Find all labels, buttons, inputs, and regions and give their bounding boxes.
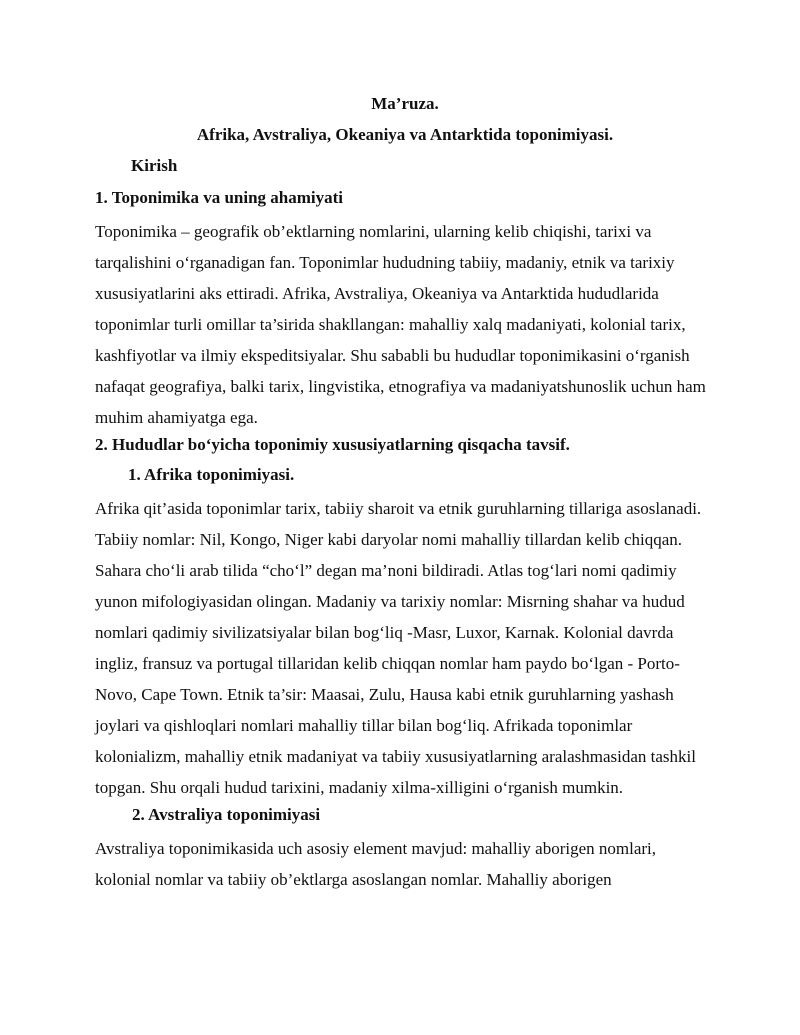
- section1-paragraph: Toponimika – geografik ob’ektlarning nomlarini, ularning kelib chiqishi, tarixi va tarqalishini o‘rganadigan fan. Toponimlar hududning tabiiy, madaniy, etnik va tarixiy xususiyatlarini aks ettiradi. Afrika, Avstraliya, Okeaniya va Antarktida hududlarida toponimlar turli omillar ta’sirida shakllangan: mahalliy xalq madaniyati, kolonial tarix, kashfiyotlar va ilmiy ekspeditsiyalar. Shu sababli bu hududlar toponimikasini o‘rganish nafaqat geografiya, balki tarix, lingvistika, etnografiya va madaniyatshunoslik uchun ham muhim ahamiyatga ega.: [95, 222, 706, 427]
- section1-heading: 1. Toponimika va uning ahamiyati: [95, 188, 344, 207]
- africa-heading: 1. Afrika toponimiyasi.: [128, 465, 295, 484]
- intro-heading: Kirish: [131, 156, 178, 175]
- africa-paragraph: Afrika qit’asida toponimlar tarix, tabiiy sharoit va etnik guruhlarning tillariga asoslanadi. Tabiiy nomlar: Nil, Kongo, Niger kabi daryolar nomi mahalliy tillardan kelib chiqqan. Sahara cho‘li arab tilida “cho‘l” degan ma’noni bildiradi. Atlas tog‘lari nomi qadimiy yunon mifologiyasidan olingan. Madaniy va tarixiy nomlar: Misrning shahar va hudud nomlari qadimiy sivilizatsiyalar bilan bog‘liq -Masr, Luxor, Karnak. Kolonial davrda ingliz, fransuz va portugal tillaridan kelib chiqqan nomlar ham paydo bo‘lgan - Porto-Novo, Cape Town. Etnik ta’sir: Maasai, Zulu, Hausa kabi etnik guruhlarning yashash joylari va qishloqlari nomlari mahalliy tillar bilan bog‘liq. Afrikada toponimlar kolonializm, mahalliy etnik madaniyat va tabiiy xususiyatlarning aralashmasidan tashkil topgan. Shu orqali hudud tarixini, madaniy xilma-xilligini o‘rganish mumkin.: [95, 499, 702, 797]
- lecture-title: Ma’ruza.: [371, 94, 439, 113]
- document-page: [95, 92, 715, 895]
- australia-paragraph: Avstraliya toponimikasida uch asosiy element mavjud: mahalliy aborigen nomlari, kolonial nomlar va tabiiy ob’ektlarga asoslangan nomlar. Mahalliy aborigen: [95, 839, 657, 889]
- australia-heading: 2. Avstraliya toponimiyasi: [132, 805, 321, 824]
- lecture-subtitle: Afrika, Avstraliya, Okeaniya va Antarktida toponimiyasi.: [196, 125, 614, 144]
- section2-heading: 2. Hududlar bo‘yicha toponimiy xususiyatlarning qisqacha tavsif.: [95, 435, 570, 454]
